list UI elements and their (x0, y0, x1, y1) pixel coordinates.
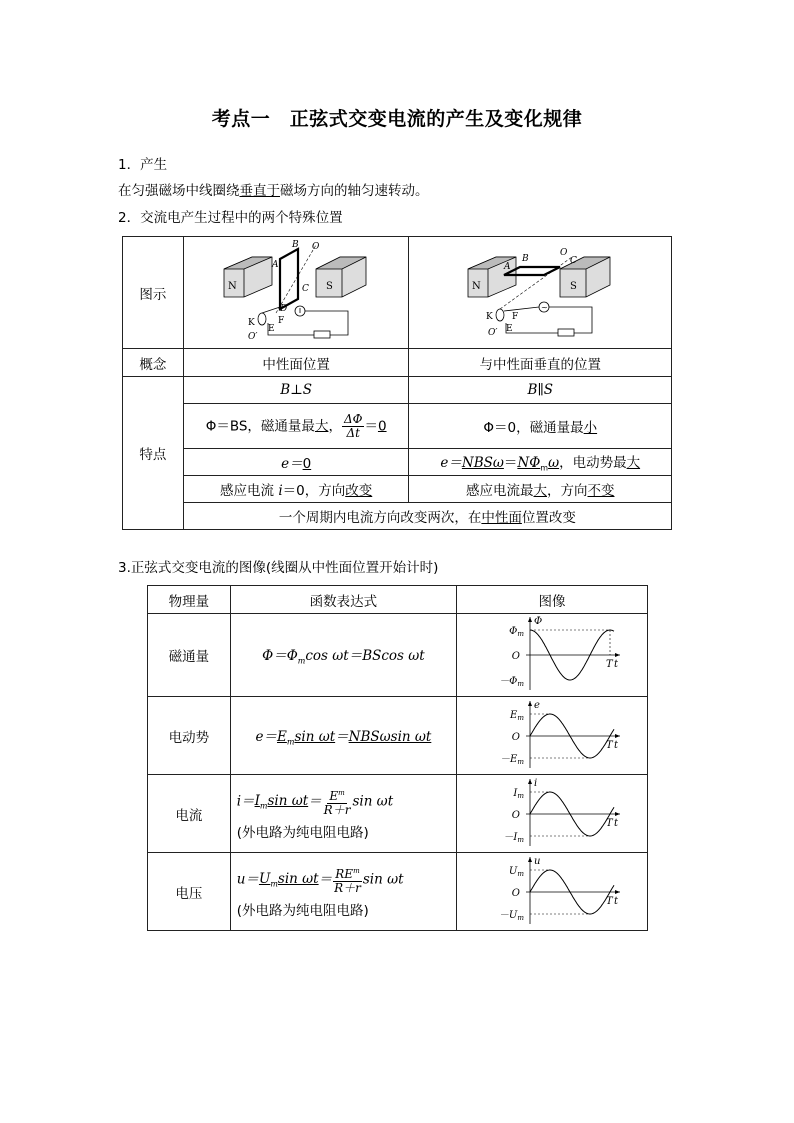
graph-cell (457, 614, 648, 697)
quantity-emf: 电动势 (148, 697, 231, 775)
expr-part: E (277, 728, 287, 745)
header-graph: 图像 (457, 586, 648, 614)
graph-cell (457, 775, 648, 853)
expr-fraction (322, 787, 353, 817)
emf-text: e＝ (281, 456, 303, 472)
x-axis-arrow (615, 734, 620, 738)
svg-text:~: ~ (541, 302, 548, 312)
min-label: $-U_m$ (498, 909, 525, 922)
svg-text:C: C (570, 255, 578, 266)
flux-min: 小 (583, 420, 598, 436)
expr-sub: m (338, 788, 345, 797)
flux-graph (472, 614, 632, 692)
emf-zero: 0 (302, 456, 312, 472)
section-1-text (118, 182, 429, 200)
max-label: $U_m$ (508, 865, 525, 878)
expr-part: I (254, 793, 260, 809)
expr-sub: m (270, 879, 278, 889)
row-label-tushi: 图示 (123, 237, 184, 349)
expr-part: u＝ (236, 871, 259, 887)
min-label-sub: m (517, 680, 525, 688)
time-axis-label: t (614, 895, 619, 907)
min-label: $-I_m$ (503, 831, 525, 844)
separator-comma: ， (328, 418, 342, 434)
concept-neutral: 中性面位置 (183, 349, 409, 377)
emf-graph (472, 698, 632, 770)
expr-underline (277, 729, 335, 745)
concept-perpendicular: 与中性面垂直的位置 (409, 349, 672, 377)
flux-text: Φ＝0，磁通量最 (483, 420, 584, 436)
emf-nbsw: NBSω (461, 455, 504, 472)
frac-denominator: R＋r (334, 880, 361, 895)
expr-part: i＝ (236, 793, 255, 809)
svg-text:O: O (560, 247, 568, 258)
svg-text:A: A (272, 259, 279, 270)
svg-text:E: E (268, 323, 275, 334)
svg-text:O′: O′ (248, 331, 258, 342)
origin-label: O (511, 809, 521, 821)
svg-text:F: F (512, 311, 519, 322)
emf-neutral (183, 449, 409, 476)
period-label: T (606, 659, 613, 670)
period-label: T (606, 739, 613, 751)
emf-nphi (517, 455, 559, 471)
svg-text:K: K (248, 317, 255, 328)
expr-sub: m (297, 656, 306, 666)
row-label-gainian: 概念 (123, 349, 184, 377)
y-axis-arrow (528, 779, 532, 784)
expr-part: E (329, 788, 339, 803)
expr-part: cos ωt＝BScos ωt (305, 648, 425, 665)
direction-change: 改变 (345, 483, 373, 499)
expr-part: sin ωt (277, 871, 319, 887)
current-text: ，方向 (546, 483, 588, 499)
diagram-neutral-plane (183, 237, 409, 349)
x-axis-arrow (615, 653, 620, 657)
generator-diagram-b (460, 239, 620, 343)
svg-text:K: K (486, 311, 493, 322)
flux-neutral (183, 404, 409, 449)
b-s-perpendicular: B∥S (409, 377, 672, 404)
cycle-note (183, 503, 671, 530)
min-label: $-E_m$ (500, 753, 525, 766)
expr-voltage (230, 853, 456, 931)
expr-note: (外电路为纯电阻电路) (236, 902, 369, 919)
header-quantity: 物理量 (148, 586, 231, 614)
flux-rate-value: 0 (377, 418, 387, 434)
max-label: $E_m$ (510, 709, 525, 722)
frac-numerator (333, 865, 361, 882)
svg-text:C: C (302, 283, 310, 294)
direction-unchanged: 不变 (587, 483, 615, 499)
max-label-sub: m (517, 791, 525, 800)
y-axis-arrow (528, 701, 532, 706)
min-label-sub: m (517, 913, 525, 922)
expr-note: (外电路为纯电阻电路) (236, 824, 369, 841)
cycle-neutral-plane: 中性面 (481, 510, 522, 526)
text-part: 磁场方向的轴匀速转动。 (280, 183, 429, 199)
section-2-heading: 2．交流电产生过程中的两个特殊位置 (118, 210, 343, 226)
frac-numerator: ΔΦ (343, 411, 363, 426)
text-underline: 垂直于 (239, 183, 280, 199)
text-part: 在匀强磁场中线圈绕 (118, 183, 240, 199)
max-label-sub: m (517, 869, 525, 878)
time-axis-label: t (614, 739, 619, 751)
expr-part: e＝ (255, 728, 278, 745)
nphi-omega: ω (548, 455, 560, 472)
expr-flux (230, 614, 456, 697)
expr-part: U (258, 871, 271, 887)
period-label: T (606, 817, 613, 829)
max-label: $I_m$ (513, 787, 525, 800)
origin-label: O (511, 651, 521, 662)
max-label: $\Phi_m$ (509, 626, 525, 638)
quantity-flux: 磁通量 (148, 614, 231, 697)
quantity-current: 电流 (148, 775, 231, 853)
x-axis-arrow (615, 890, 620, 894)
y-axis-label: i (534, 777, 538, 789)
cycle-text: 位置改变 (521, 510, 576, 526)
graph-cell (457, 853, 648, 931)
current-text: 感应电流 (220, 483, 279, 499)
frac-numerator (327, 787, 346, 804)
period-label: T (606, 895, 613, 907)
flux-perpendicular (409, 404, 672, 449)
expr-underline (255, 793, 309, 809)
expr-current-formula (237, 787, 456, 817)
equals: ＝ (364, 418, 378, 434)
svg-text:N: N (228, 280, 237, 292)
current-neutral (183, 476, 409, 503)
section-3-heading: 3.正弦式交变电流的图像(线圈从中性面位置开始计时) (118, 560, 439, 576)
expr-part: sin ωt (362, 871, 404, 887)
y-axis-label: u (534, 855, 541, 867)
nphi-sub: m (540, 463, 549, 473)
frac-denominator: R＋r (323, 802, 351, 817)
expr-part: NBSω (348, 728, 391, 745)
current-perpendicular (409, 476, 672, 503)
expr-sub: m (286, 737, 295, 747)
flux-text: Φ＝BS，磁通量最 (205, 418, 315, 434)
y-axis-arrow (528, 617, 532, 622)
current-text: ＝0，方向 (282, 483, 346, 499)
expr-part: ＝ (335, 728, 349, 745)
max-label-sub: m (517, 713, 525, 722)
min-label-sub: m (517, 757, 525, 766)
quantity-voltage: 电压 (148, 853, 231, 931)
svg-text:B: B (292, 239, 299, 250)
flux-max: 大 (314, 418, 329, 434)
row-label-tedian: 特点 (123, 377, 184, 530)
expr-voltage-formula (237, 865, 456, 895)
current-max: 大 (533, 483, 547, 499)
expr-part: sin ωt (390, 728, 432, 745)
expr-current (230, 775, 456, 853)
y-axis-label: Φ (534, 616, 543, 627)
svg-text:E: E (506, 323, 513, 334)
expr-emf (230, 697, 456, 775)
expr-sub: m (259, 801, 268, 811)
diagram-perpendicular (409, 237, 672, 349)
expr-underline (349, 729, 432, 745)
current-i: i (278, 483, 283, 499)
page-title: 考点一 正弦式交变电流的产生及变化规律 (211, 108, 583, 130)
graph-cell (457, 697, 648, 775)
expr-sub: m (353, 866, 360, 875)
expr-part: RE (335, 866, 354, 881)
x-axis-arrow (615, 812, 620, 816)
time-axis-label: t (614, 659, 619, 670)
svg-text:B: B (522, 253, 529, 264)
generator-diagram-a (216, 239, 376, 343)
origin-label: O (511, 887, 521, 899)
cycle-text: 一个周期内电流方向改变两次，在 (278, 510, 482, 526)
emf-perpendicular (409, 449, 672, 476)
frac-denominator: Δt (346, 425, 360, 440)
svg-text:O′: O′ (488, 327, 498, 338)
min-label: $-\Phi_m$ (499, 676, 525, 688)
voltage-graph (472, 854, 632, 926)
equals: ＝ (503, 455, 518, 472)
current-text: 感应电流最 (465, 483, 534, 499)
header-expression: 函数表达式 (230, 586, 456, 614)
expr-fraction (332, 865, 363, 895)
emf-e: e＝ (440, 455, 462, 472)
b-s-neutral: B⊥S (183, 377, 409, 404)
y-axis-label: e (534, 699, 540, 711)
special-positions-table (122, 236, 672, 530)
svg-text:N: N (472, 280, 481, 292)
svg-text:A: A (504, 261, 511, 272)
expr-part: sin ωt (267, 793, 309, 809)
expr-underline (259, 871, 319, 887)
origin-label: O (511, 731, 521, 743)
expr-part: ＝ (308, 793, 322, 809)
emf-max: 大 (626, 455, 641, 472)
expr-part: sin ωt (352, 793, 394, 809)
expr-part: Φ＝Φ (262, 648, 298, 665)
flux-rate-fraction (342, 413, 365, 440)
svg-text:S: S (570, 280, 578, 292)
emf-text: ，电动势最 (559, 455, 627, 472)
svg-text:S: S (326, 280, 333, 292)
max-label-sub: m (517, 630, 525, 638)
svg-text:O: O (312, 241, 320, 252)
expr-part: sin ωt (294, 728, 336, 745)
svg-text:F: F (278, 315, 285, 326)
time-axis-label: t (614, 817, 619, 829)
nphi-main: NΦ (517, 455, 541, 472)
svg-text:D: D (280, 303, 288, 314)
min-label-sub: m (517, 835, 525, 844)
sine-ac-table (147, 585, 648, 931)
section-1-heading: 1．产生 (118, 157, 168, 173)
y-axis-arrow (528, 857, 532, 862)
current-graph (472, 776, 632, 848)
expr-part: ＝ (318, 871, 333, 887)
